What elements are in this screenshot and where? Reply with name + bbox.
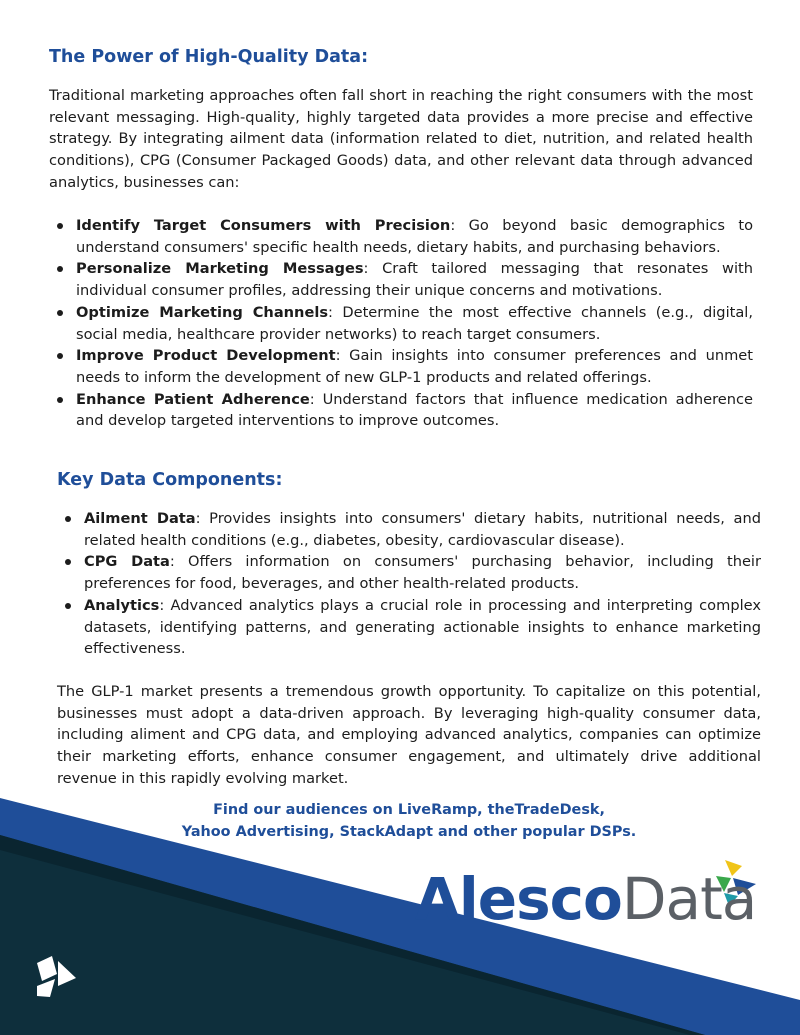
- closing-paragraph: The GLP-1 market presents a tremendous growth opportunity. To capitalize on this potential, businesses must adopt a data-driven approach. By leveraging high-quality consumer data, including aliment and CPG data, and employing advanced analytics, companies can optimize their marketing efforts, enhance consumer engagement, and ultimately drive additional revenue in this rapidly evolving market.: [57, 683, 761, 787]
- list-item-text: : Provides insights into consumers' dietary habits, nutritional needs, and related health conditions (e.g., diabetes, obesity, cardiovascular disease).: [84, 510, 761, 549]
- list-item: [58, 595, 761, 660]
- call-to-action: [0, 799, 800, 843]
- list-item: [50, 345, 753, 388]
- list-item-term: Ailment Data: [84, 510, 196, 527]
- list-item-text: : Advanced analytics plays a crucial role in processing and interpreting complex datasets, identifying patterns, and generating actionable insights to enhance marketing effectiveness.: [84, 596, 761, 658]
- list-item-term: CPG Data: [84, 553, 170, 571]
- list-item-text: : Gain insights into consumer preferences and unmet needs to inform the development of new GLP-1 products and related offerings.: [76, 347, 753, 386]
- list-item-text: : Go beyond basic demographics to understand consumers' specific health needs, dietary habits, and purchasing behaviors.: [76, 217, 753, 256]
- logo-part-alesco: Alesco: [415, 865, 622, 933]
- list-item-text: : Craft tailored messaging that resonates with individual consumer profiles, addressing their unique concerns and motivations.: [76, 260, 753, 300]
- list-item-term: Optimize Marketing Channels: [76, 303, 329, 321]
- list-item: [50, 302, 753, 345]
- list-item-term: Personalize Marketing Messages: [76, 260, 364, 278]
- list-item: [58, 508, 761, 551]
- list-item: [58, 551, 761, 594]
- list-item-text: : Understand factors that influence medication adherence and develop targeted interventions to improve outcomes.: [76, 390, 753, 430]
- list-item-term: Improve Product Development: [76, 347, 336, 365]
- intro-paragraph: Traditional marketing approaches often fall short in reaching the right consumers with the most relevant messaging. High-quality, highly targeted data provides a more precise and effective strategy. By integrating ailment data (information related to diet, nutrition, and related health conditions), CPG (Consumer Packaged Goods) data, and other relevant data through advanced analytics, businesses can:: [49, 87, 753, 191]
- list-item-term: Enhance Patient Adherence: [76, 390, 310, 408]
- logo-part-data: Data: [621, 865, 757, 933]
- list-item-term: Analytics: [84, 596, 160, 614]
- list-item-text: : Determine the most effective channels (e.g., digital, social media, healthcare provider networks) to reach target consumers.: [76, 303, 753, 343]
- cta-line-2: Yahoo Advertising, StackAdapt and other popular DSPs.: [181, 824, 637, 840]
- list-item: [50, 389, 753, 432]
- section-title-power: The Power of High-Quality Data:: [49, 47, 369, 67]
- list-item: [50, 258, 753, 301]
- list-item-text: : Offers information on consumers' purchasing behavior, including their preferences for food, beverages, and other health-related products.: [84, 553, 761, 593]
- components-list: [58, 508, 761, 660]
- section-title-key-components: Key Data Components:: [57, 470, 283, 490]
- list-item: [50, 215, 753, 258]
- alesco-data-logo: [415, 864, 756, 934]
- list-item-term: Identify Target Consumers with Precision: [76, 217, 451, 234]
- cta-line-1: Find our audiences on LiveRamp, theTradeDesk,: [213, 802, 605, 818]
- benefits-list: [50, 215, 753, 432]
